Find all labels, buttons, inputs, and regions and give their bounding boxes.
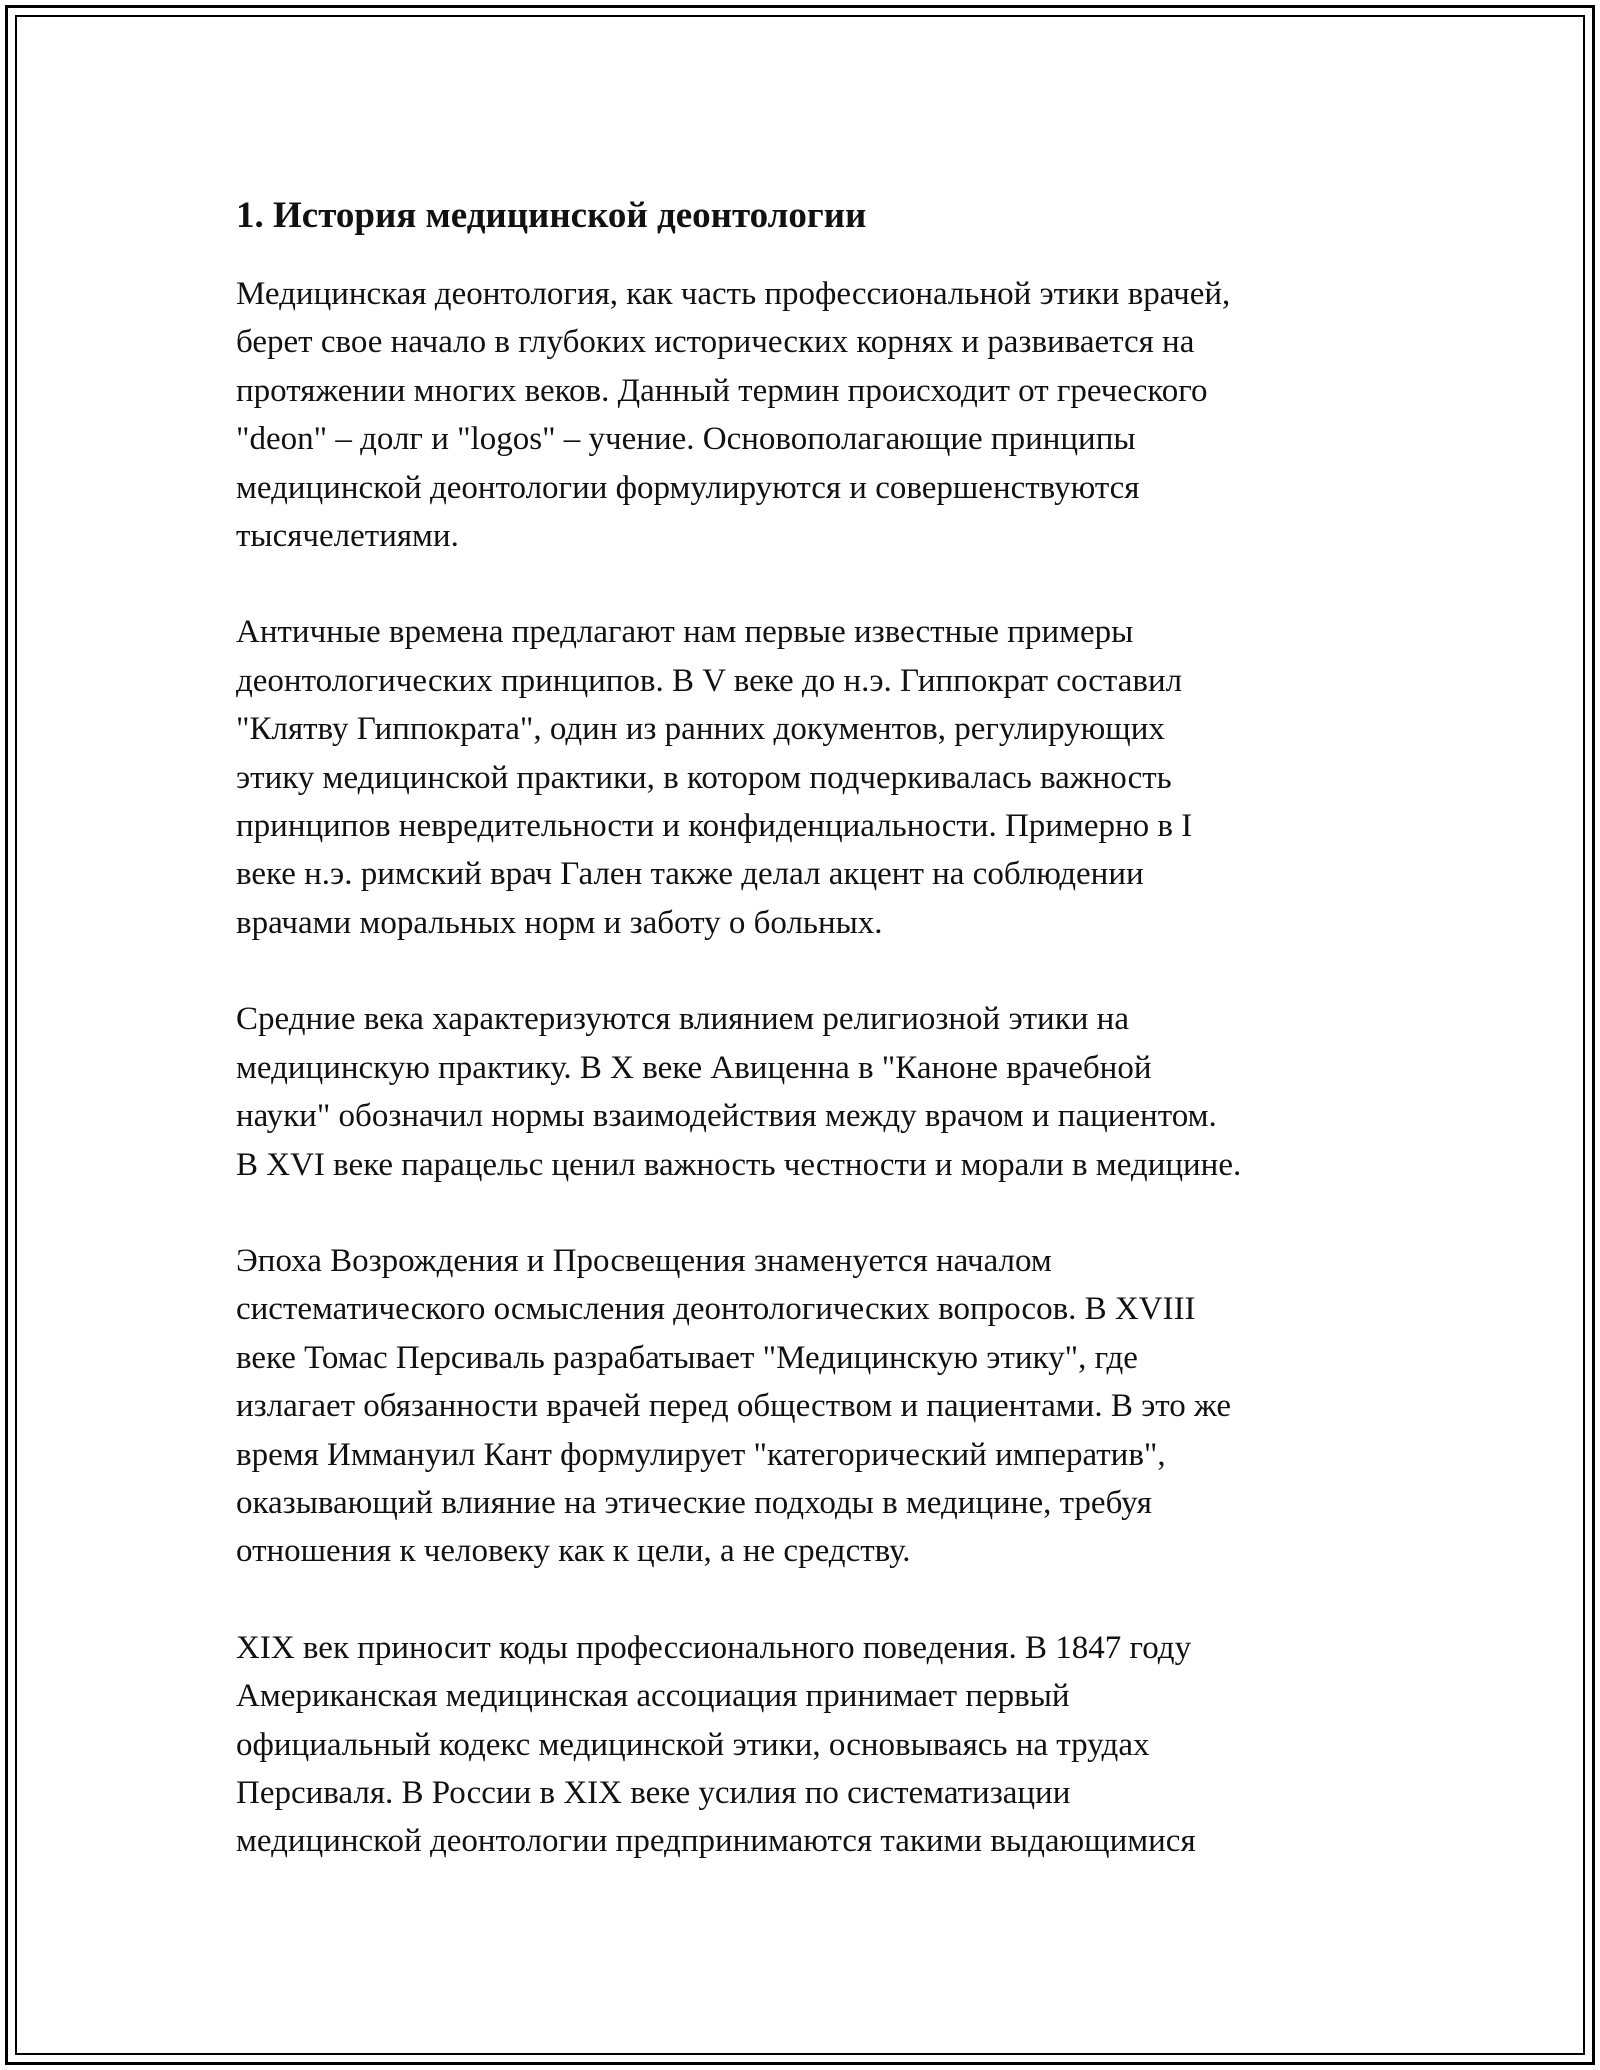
paragraph-antiquity: Античные времена предлагают нам первые известные примеры деонтологических принципов. В V веке до н.э. Гиппократ составил "Клятву Гиппократа", один из ранних документов, регулирующих этику медицинской практики, в котором подчеркивалась важность принципов невредительности и конфиденциальности. Примерно в I веке н.э. римский врач Гален также делал акцент на соблюдении врачами моральных норм и заботу о больных. bbox=[236, 614, 1193, 941]
paragraph-intro: Медицинская деонтология, как часть профессиональной этики врачей, берет свое начало в глубоких исторических корнях и развивается на протяжении многих веков. Данный термин происходит от греческого "deon" – долг и "logos" – учение. Основополагающие принципы медицинской деонтологии формулируются и совершенствуются тысячелетиями. bbox=[236, 276, 1231, 555]
paragraph-renaissance: Эпоха Возрождения и Просвещения знаменуется началом систематического осмысления деонтологических вопросов. В XVIII веке Томас Персиваль разрабатывает "Медицинскую этику", где излагает обязанности врачей перед обществом и пациентами. В это же время Иммануил Кант формулирует "категорический императив", оказывающий влияние на этические подходы в медицине, требуя отношения к человеку как к цели, а не средству. bbox=[236, 1242, 1232, 1570]
paragraph-middle-ages: Средние века характеризуются влиянием религиозной этики на медицинскую практику. В X веке Авиценна в "Каноне врачебной науки" обозначил нормы взаимодействия между врачом и пациентом. В XVI веке парацельс ценил важность честности и морали в медицине. bbox=[236, 1001, 1242, 1183]
section-title: 1. История медицинской деонтологии bbox=[236, 195, 867, 236]
paragraph-19th-century: XIX век приносит коды профессионального поведения. В 1847 году Американская медицинская ассоциация принимает первый официальный кодекс медицинской этики, основываясь на трудах Персиваля. В России в XIX веке усилия по систематизации медицинской деонтологии предпринимаются такими выдающимися bbox=[236, 1629, 1196, 1860]
document-body bbox=[236, 186, 1366, 1914]
